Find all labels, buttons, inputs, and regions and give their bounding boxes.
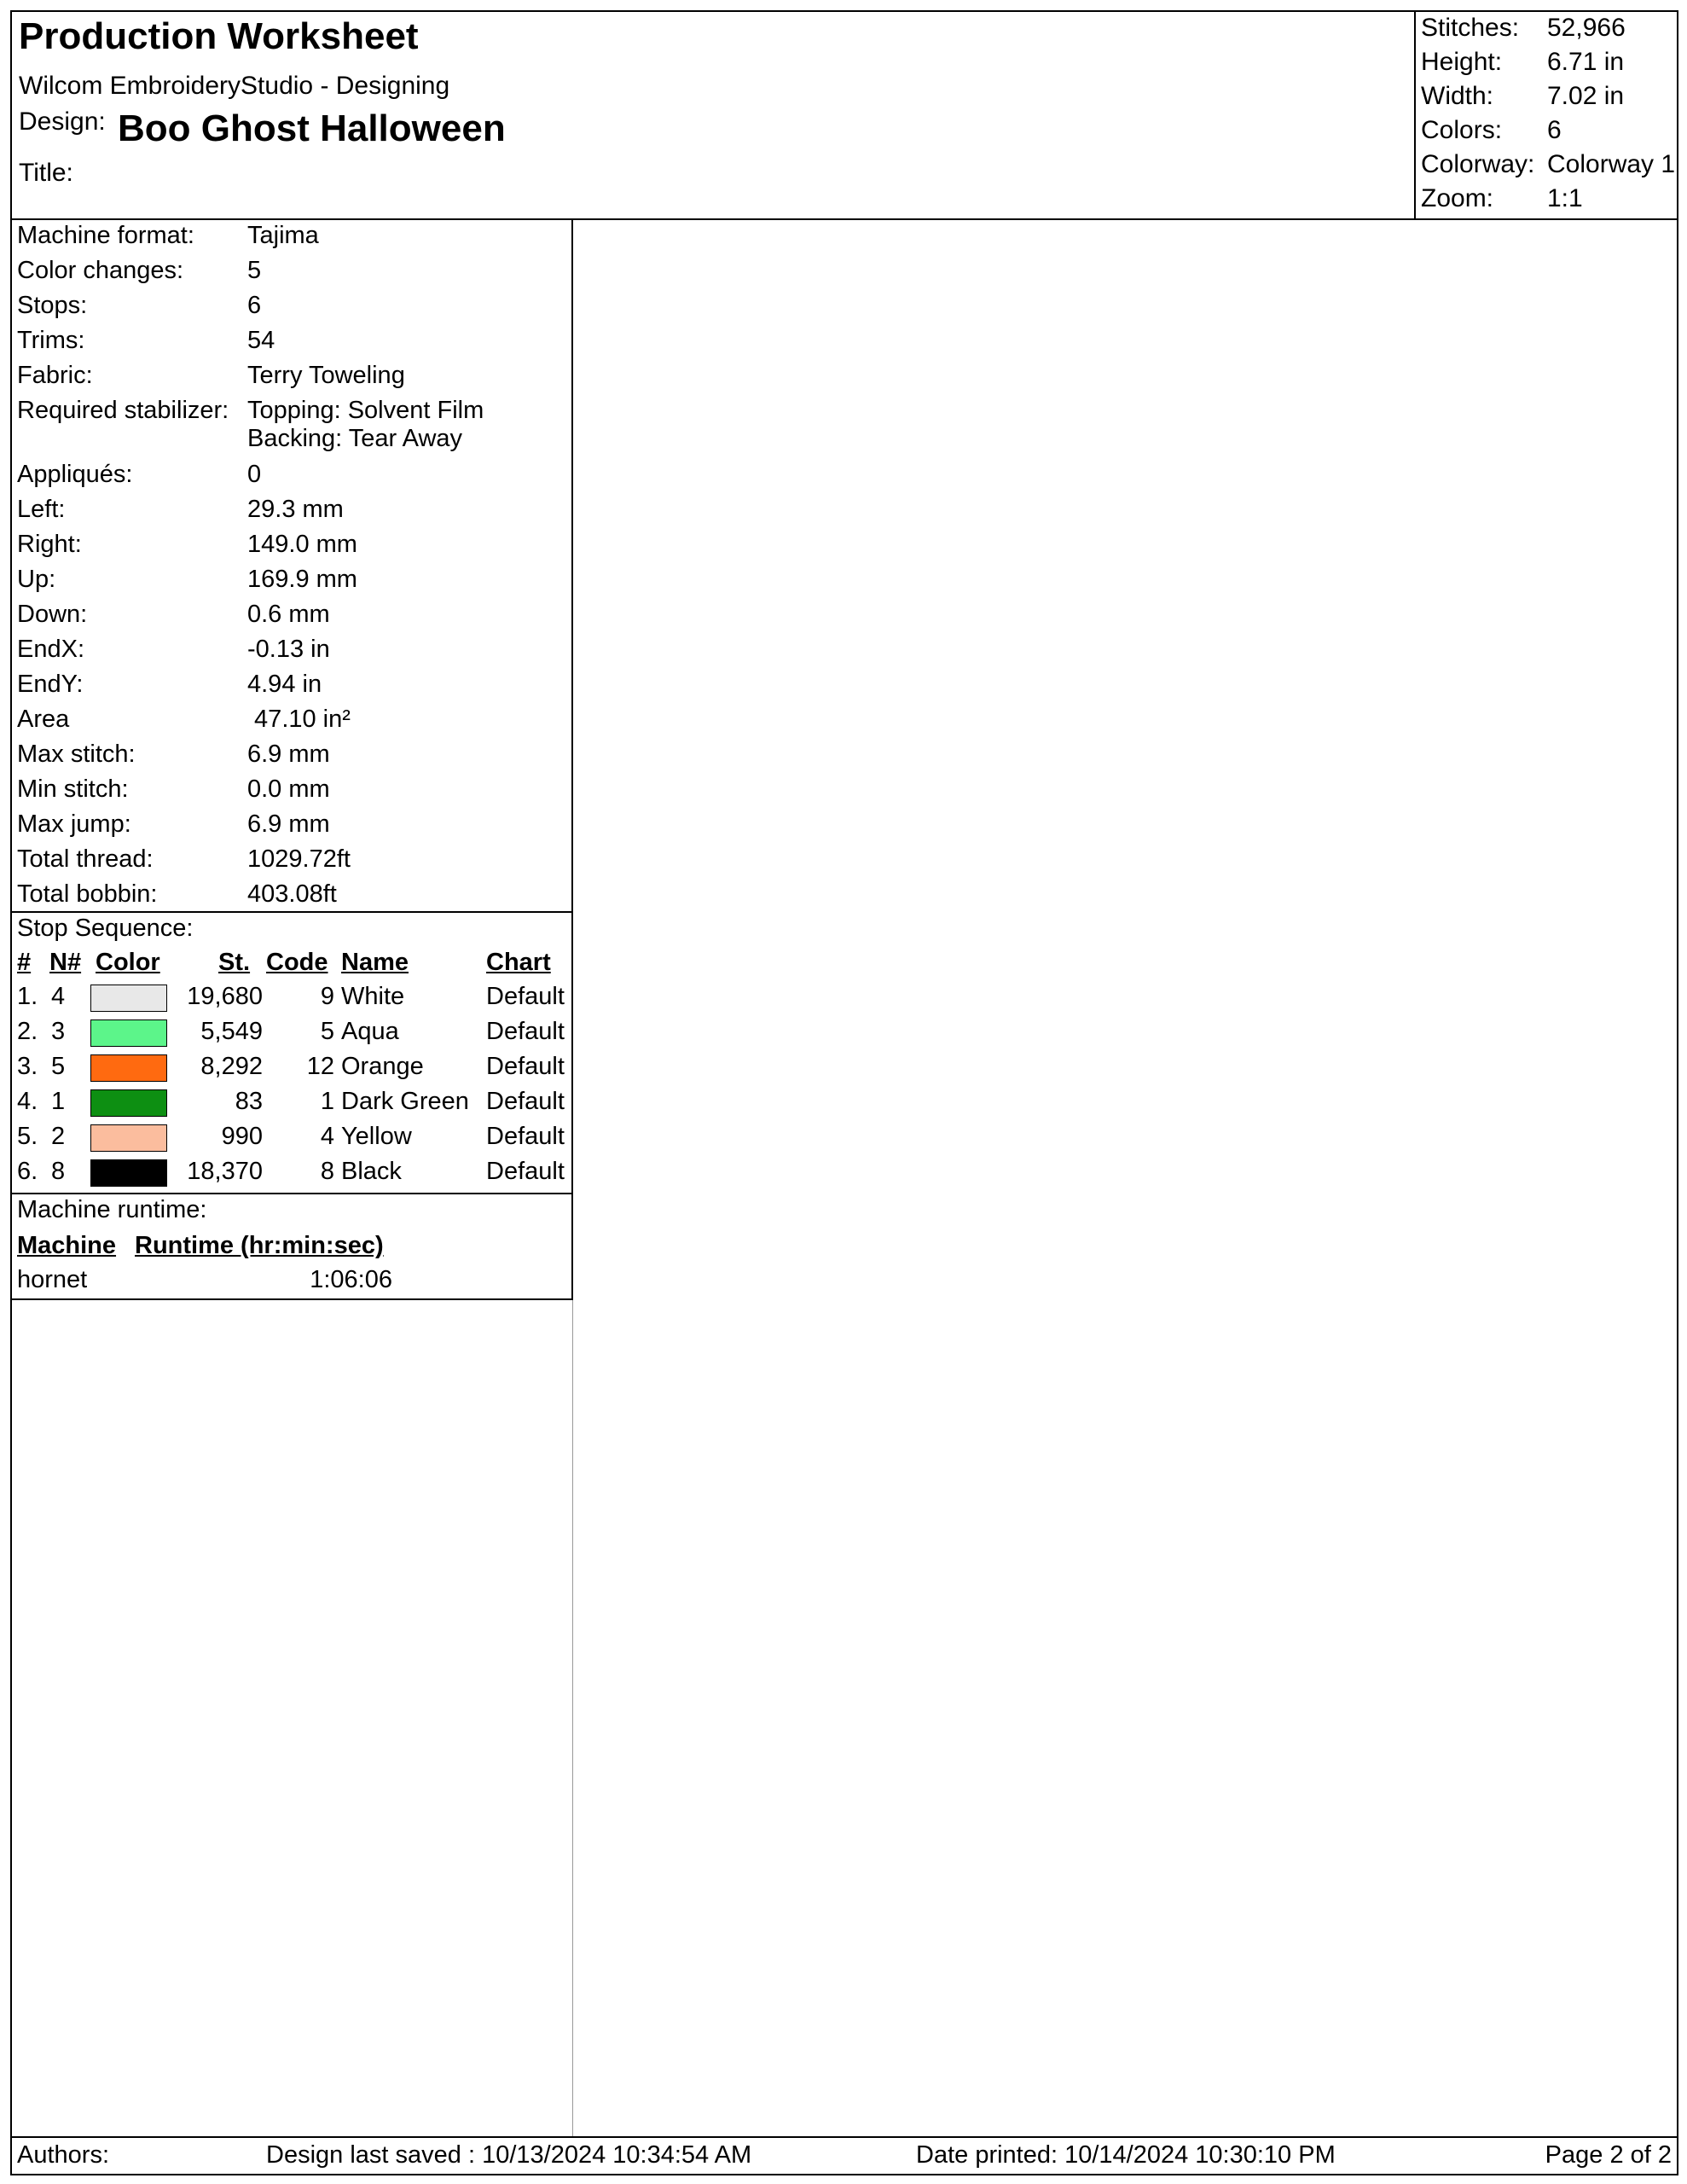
stop-sequence-row [12, 1053, 571, 1087]
row-chart: Default [486, 1053, 565, 1080]
row-code: 4 [320, 1123, 334, 1150]
row-chart: Default [486, 1158, 565, 1185]
app-name: Wilcom EmbroideryStudio - Designing [19, 72, 450, 100]
color-swatch [90, 1019, 167, 1047]
stop-sequence-title: Stop Sequence: [17, 915, 194, 942]
row-stitches: 5,549 [200, 1018, 263, 1045]
worksheet-title: Production Worksheet [19, 15, 419, 57]
runtime-row [12, 1266, 571, 1300]
info-value: 5 [247, 257, 262, 284]
stat-label: Height: [1421, 48, 1503, 76]
info-label: Up: [17, 566, 56, 593]
details-panel [12, 220, 573, 2136]
design-name: Boo Ghost Halloween [118, 107, 506, 149]
machine-runtime [12, 1194, 573, 1300]
row-chart: Default [486, 1018, 565, 1045]
info-label: Down: [17, 601, 88, 628]
info-value: 0.6 mm [247, 601, 330, 628]
row-needle: 5 [51, 1053, 66, 1080]
color-swatch [90, 1159, 167, 1187]
runtime-value: 1:06:06 [310, 1266, 392, 1293]
footer-page-number: Page 2 of 2 [1545, 2141, 1672, 2169]
row-index: 5. [17, 1123, 38, 1150]
stat-label: Colors: [1421, 116, 1503, 144]
info-value: 29.3 mm [247, 496, 344, 523]
info-value: Topping: Solvent Film [247, 397, 484, 424]
row-name: Black [341, 1158, 402, 1185]
row-index: 6. [17, 1158, 38, 1185]
info-label: Trims: [17, 327, 85, 354]
info-value: 149.0 mm [247, 531, 357, 558]
row-needle: 8 [51, 1158, 66, 1185]
row-name: Aqua [341, 1018, 399, 1045]
stat-value: 6 [1547, 116, 1562, 144]
row-name: Dark Green [341, 1088, 469, 1115]
stat-value: 1:1 [1547, 184, 1583, 212]
info-value: Tajima [247, 222, 319, 249]
info-label: Required stabilizer: [17, 397, 229, 424]
row-index: 2. [17, 1018, 38, 1045]
info-label: Fabric: [17, 362, 93, 389]
col-header-stitches: St. [218, 949, 251, 976]
info-value: 0 [247, 461, 262, 488]
row-chart: Default [486, 983, 565, 1010]
info-label: Max stitch: [17, 741, 136, 768]
row-needle: 4 [51, 983, 66, 1010]
design-preview-area [574, 220, 1677, 2136]
worksheet-footer [12, 2136, 1677, 2174]
col-header-runtime: Runtime (hr:min:sec) [135, 1232, 384, 1259]
row-chart: Default [486, 1088, 565, 1115]
stop-sequence-row [12, 1158, 571, 1192]
design-label: Design: [19, 107, 106, 136]
color-swatch [90, 985, 167, 1012]
footer-date-printed: Date printed: 10/14/2024 10:30:10 PM [916, 2141, 1336, 2169]
stop-sequence-row [12, 1088, 571, 1122]
info-value: 169.9 mm [247, 566, 357, 593]
footer-last-saved: Design last saved : 10/13/2024 10:34:54 AM [266, 2141, 752, 2169]
info-value: 403.08ft [247, 880, 337, 908]
stop-sequence-row [12, 1018, 571, 1052]
info-value: 54 [247, 327, 275, 354]
info-label: Total thread: [17, 845, 154, 873]
stat-label: Width: [1421, 82, 1494, 110]
info-label: Machine format: [17, 222, 194, 249]
row-code: 8 [320, 1158, 334, 1185]
row-index: 1. [17, 983, 38, 1010]
info-value: 4.94 in [247, 671, 322, 698]
info-value: 1029.72ft [247, 845, 351, 873]
stop-sequence-row [12, 983, 571, 1017]
info-label: Right: [17, 531, 82, 558]
info-label: EndY: [17, 671, 84, 698]
info-label: Total bobbin: [17, 880, 158, 908]
production-worksheet [10, 10, 1678, 2175]
row-stitches: 19,680 [187, 983, 263, 1010]
row-name: Yellow [341, 1123, 412, 1150]
info-label: Left: [17, 496, 66, 523]
row-stitches: 18,370 [187, 1158, 263, 1185]
info-label: Area [17, 706, 70, 733]
col-header-needle: N# [49, 949, 82, 976]
row-name: Orange [341, 1053, 424, 1080]
row-needle: 1 [51, 1088, 66, 1115]
row-code: 12 [306, 1053, 334, 1080]
row-name: White [341, 983, 405, 1010]
row-stitches: 990 [221, 1123, 263, 1150]
color-swatch [90, 1054, 167, 1082]
info-label: Min stitch: [17, 775, 129, 803]
stop-sequence [12, 913, 573, 1194]
row-needle: 2 [51, 1123, 66, 1150]
stat-value: Colorway 1 [1547, 150, 1676, 178]
col-header-machine: Machine [17, 1232, 117, 1259]
info-label: Color changes: [17, 257, 184, 284]
stat-label: Zoom: [1421, 184, 1494, 212]
runtime-machine: hornet [17, 1266, 88, 1293]
header-title-block [12, 12, 1414, 218]
color-swatch [90, 1089, 167, 1117]
row-index: 4. [17, 1088, 38, 1115]
info-value: 47.10 in² [247, 706, 351, 733]
stat-value: 6.71 in [1547, 48, 1625, 76]
col-header-index: # [17, 949, 32, 976]
info-value: 6 [247, 292, 262, 319]
col-header-chart: Chart [486, 949, 551, 976]
row-needle: 3 [51, 1018, 66, 1045]
stat-label: Stitches: [1421, 14, 1520, 42]
stat-value: 7.02 in [1547, 82, 1625, 110]
stop-sequence-row [12, 1123, 571, 1157]
col-header-color: Color [96, 949, 160, 976]
color-swatch [90, 1124, 167, 1152]
row-code: 1 [320, 1088, 334, 1115]
col-header-name: Name [341, 949, 409, 976]
info-value: -0.13 in [247, 636, 330, 663]
title-label: Title: [19, 159, 73, 187]
info-value: 6.9 mm [247, 741, 330, 768]
worksheet-body [12, 220, 1677, 2136]
info-label: Stops: [17, 292, 88, 319]
info-value: 6.9 mm [247, 810, 330, 838]
info-label: EndX: [17, 636, 84, 663]
info-value: 0.0 mm [247, 775, 330, 803]
design-info [12, 220, 573, 913]
stat-value: 52,966 [1547, 14, 1626, 42]
runtime-title: Machine runtime: [17, 1196, 207, 1223]
footer-authors: Authors: [17, 2141, 109, 2169]
row-chart: Default [486, 1123, 565, 1150]
info-value: Terry Toweling [247, 362, 405, 389]
row-code: 5 [320, 1018, 334, 1045]
row-stitches: 8,292 [200, 1053, 263, 1080]
stat-label: Colorway: [1421, 150, 1535, 178]
info-label: Max jump: [17, 810, 131, 838]
summary-stats [1414, 12, 1677, 218]
info-value-secondary: Backing: Tear Away [247, 425, 463, 452]
row-index: 3. [17, 1053, 38, 1080]
col-header-code: Code [266, 949, 328, 976]
info-label: Appliqués: [17, 461, 133, 488]
row-stitches: 83 [235, 1088, 263, 1115]
worksheet-header [12, 12, 1677, 220]
row-code: 9 [320, 983, 334, 1010]
